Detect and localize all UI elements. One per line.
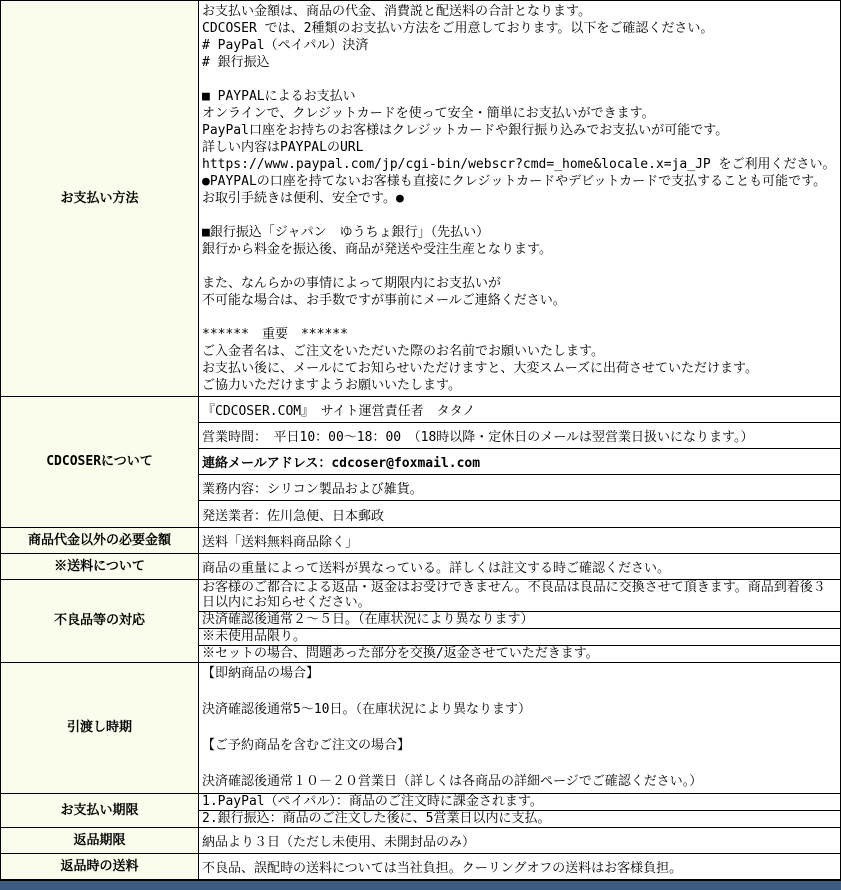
row-defective-items [1, 580, 840, 663]
row-payment-method [1, 1, 840, 397]
row-return-deadline [1, 828, 840, 854]
row-header-return-deadline: 返品期限 [1, 828, 199, 853]
payment-method-content [199, 1, 840, 396]
business-hours-line: 営業時間： 平日10：00～18：00 （18時以降・定休日のメールは翌営業日扱いになります。） [199, 423, 840, 449]
text-line: 【ご予約商品を含むご注文の場合】 [202, 738, 411, 753]
text-line: また、なんらかの事情によって期限内にお支払いが [202, 276, 502, 291]
row-header-shipping-note: ※送料について [1, 554, 199, 579]
row-header-payment-method: お支払い方法 [1, 1, 199, 396]
text-line: # PayPal（ペイパル）決済 [202, 38, 369, 53]
return-deadline-content: 納品より３日（ただし未使用、未開封品のみ） [199, 828, 840, 853]
blank-line [202, 309, 837, 326]
row-header-defective-items: 不良品等の対応 [1, 580, 199, 662]
footer-bar [0, 880, 841, 890]
text-line: オンラインで、クレジットカードを使って安全・簡単にお支払いができます。 [202, 106, 655, 121]
payment-deadline-content [199, 794, 840, 827]
row-header-about-cdcoser: CDCOSERについて [1, 397, 199, 527]
row-shipping-note [1, 554, 840, 580]
paypal-deadline-line: 1.PayPal（ペイパル）：商品のご注文時に課金されます。 [199, 794, 840, 811]
contact-email-line: 連絡メールアドレス：cdcoser@foxmail.com [199, 449, 840, 475]
text-line: 【即納商品の場合】 [202, 666, 320, 681]
shipping-note-content: 商品の重量によって送料が異なっている。詳しくは註文する時ご確認ください。 [199, 554, 840, 579]
text-line: 詳しい内容はPAYPALのURL [202, 140, 364, 155]
extra-fee-content: 送料「送料無料商品除く」 [199, 528, 840, 553]
row-payment-deadline [1, 794, 840, 828]
business-content-line: 業務内容：シリコン製品および雑貨。 [199, 475, 840, 501]
text-line: CDCOSER では、2種類のお支払い方法をご用意しております。以下をご確認ください。 [202, 21, 714, 36]
text-line: お取引手続きは便利、安全です。● [202, 191, 404, 206]
blank-line [202, 207, 837, 224]
text-line: 銀行から料金を振込後、商品が発送や受注生産となります。 [202, 242, 552, 257]
row-header-payment-deadline: お支払い期限 [1, 794, 199, 827]
text-line: 決済確認後通常5～10日。（在庫状況により異なります） [202, 702, 531, 717]
delivery-time-content [199, 663, 840, 793]
row-delivery-time [1, 663, 840, 794]
row-header-delivery-time: 引渡し時期 [1, 663, 199, 793]
shipping-carrier-line: 発送業者：佐川急便、日本郵政 [202, 508, 385, 524]
text-line: ●PAYPALの口座を持てないお客様も直接にクレジットカードやデビットカードで支払することも可能です。 [202, 174, 827, 189]
set-exchange-line: ※セットの場合、問題あった部分を交換/返金させていただきます。 [202, 646, 599, 661]
exchange-period-line: 決済確認後通常２～５日。（在庫状況により異なります） [199, 612, 840, 629]
important-marker-line: ****** 重要 ****** [202, 327, 348, 342]
unused-only-line: ※未使用品限り。 [199, 629, 840, 646]
text-line: ご協力いただけますようお願いいたします。 [202, 378, 461, 393]
blank-line [202, 258, 837, 275]
text-line: 不可能な場合は、お手数ですが事前にメールご連絡ください。 [202, 293, 566, 308]
text-line: ■ PAYPALによるお支払い [202, 89, 356, 104]
text-line: # 銀行振込 [202, 55, 270, 70]
blank-line [202, 755, 837, 773]
site-operator-line: 『CDCOSER.COM』 サイト運営責任者 タタノ [199, 397, 840, 423]
blank-line [202, 719, 837, 737]
row-header-return-shipping: 返品時の送料 [1, 854, 199, 879]
row-header-extra-fee: 商品代金以外の必要金額 [1, 528, 199, 553]
blank-line [202, 683, 837, 701]
text-line: ご入金者名は、ご注文をいただいた際のお名前でお願いいたします。 [202, 344, 604, 359]
return-policy-line: お客様のご都合による返品・返金はお受けできません。不良品は良品に交換させて頂きます。商品到着後３日以内にお知らせください。 [199, 580, 840, 612]
text-line: お支払い後に、メールにてお知らせいただけますと、大変スムーズに出荷させていただけます。 [202, 361, 759, 376]
row-about-cdcoser [1, 397, 840, 528]
return-shipping-content: 不良品、誤配時の送料については当社負担。クーリングオフの送料はお客様負担。 [199, 854, 840, 879]
row-return-shipping [1, 854, 840, 880]
text-line: お支払い金額は、商品の代金、消費説と配送料の合計となります。 [202, 4, 591, 19]
text-line: ■銀行振込「ジャパン ゆうちょ銀行」（先払い） [202, 225, 490, 240]
bank-deadline-line: 2.銀行振込：商品のご注文した後に、5営業日以内に支払。 [202, 811, 551, 826]
blank-line [202, 71, 837, 88]
text-line: 決済確認後通常１０－２０営業日（詳しくは各商品の詳細ページでご確認ください。） [202, 774, 703, 789]
text-line: PayPal口座をお持ちのお客様はクレジットカードや銀行振り込みでお支払いが可能です。 [202, 123, 729, 138]
paypal-url-line: https://www.paypal.com/jp/cgi-bin/webscr?cmd=_home&locale.x=ja_JP をご利用ください。 [202, 157, 836, 172]
about-cdcoser-content [199, 397, 840, 527]
defective-items-content [199, 580, 840, 662]
row-extra-fee [1, 528, 840, 554]
